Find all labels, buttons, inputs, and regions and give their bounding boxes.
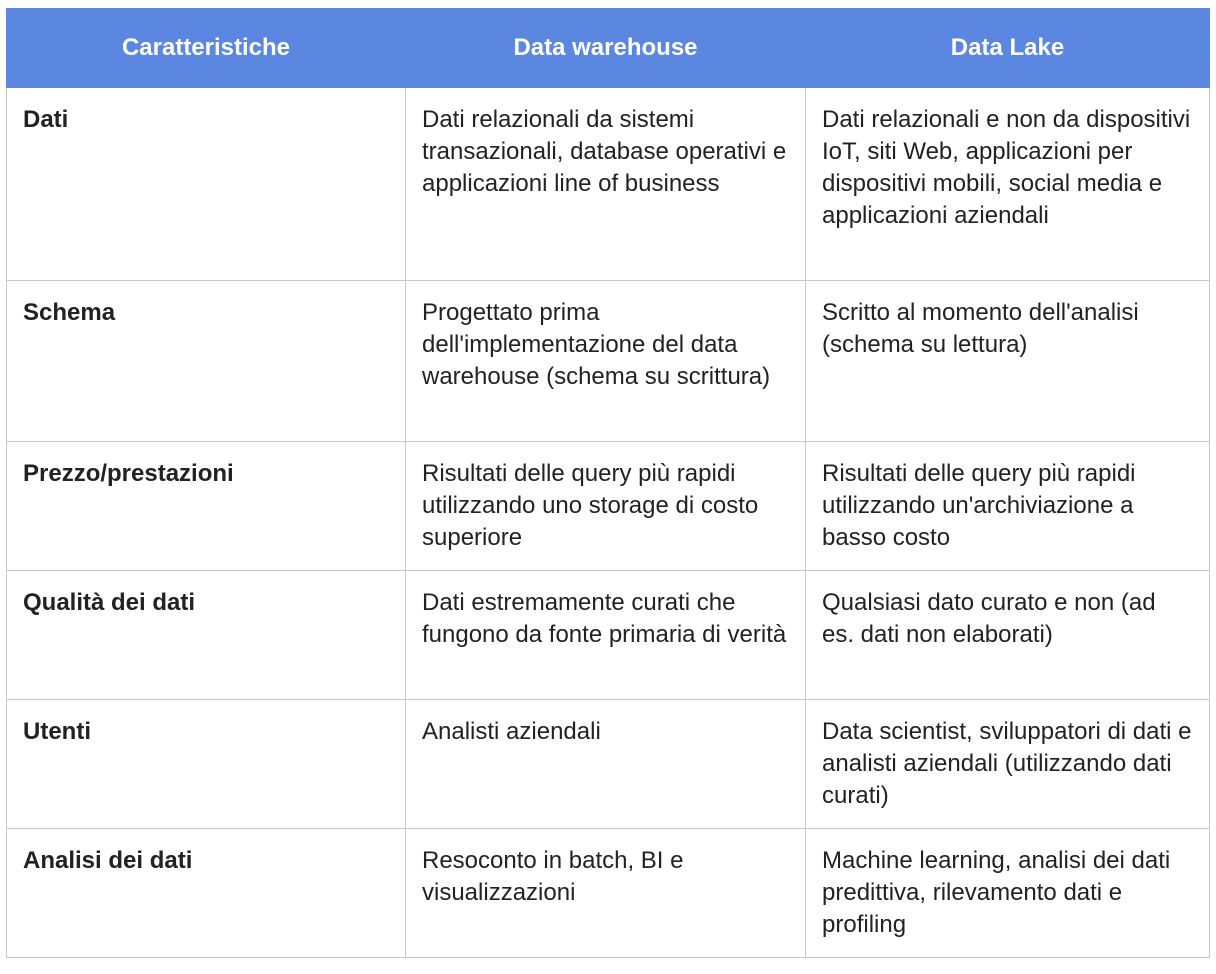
- warehouse-cell: Progettato prima dell'implementazione del data warehouse (schema su scrittura): [406, 281, 806, 442]
- lake-cell: Risultati delle query più rapidi utilizzando un'archiviazione a basso costo: [806, 442, 1210, 571]
- feature-cell: Qualità dei dati: [7, 571, 406, 700]
- table-row: [7, 88, 1210, 281]
- header-row: [7, 9, 1210, 88]
- lake-cell: Qualsiasi dato curato e non (ad es. dati non elaborati): [806, 571, 1210, 700]
- lake-cell: Dati relazionali e non da dispositivi IoT, siti Web, applicazioni per dispositivi mobili, social media e applicazioni aziendali: [806, 88, 1210, 281]
- table-row: [7, 700, 1210, 829]
- header-caratteristiche: Caratteristiche: [7, 9, 406, 88]
- header-data-warehouse: Data warehouse: [406, 9, 806, 88]
- comparison-table-wrapper: [6, 8, 1209, 958]
- header-data-lake: Data Lake: [806, 9, 1210, 88]
- comparison-table: [6, 8, 1210, 958]
- lake-cell: Data scientist, sviluppatori di dati e analisti aziendali (utilizzando dati curati): [806, 700, 1210, 829]
- table-row: [7, 442, 1210, 571]
- feature-cell: Schema: [7, 281, 406, 442]
- table-row: [7, 571, 1210, 700]
- table-row: [7, 281, 1210, 442]
- table-body: [7, 88, 1210, 958]
- feature-cell: Prezzo/prestazioni: [7, 442, 406, 571]
- warehouse-cell: Risultati delle query più rapidi utilizzando uno storage di costo superiore: [406, 442, 806, 571]
- feature-cell: Dati: [7, 88, 406, 281]
- warehouse-cell: Dati estremamente curati che fungono da fonte primaria di verità: [406, 571, 806, 700]
- feature-cell: Utenti: [7, 700, 406, 829]
- lake-cell: Scritto al momento dell'analisi (schema su lettura): [806, 281, 1210, 442]
- table-row: [7, 829, 1210, 958]
- table-header: [7, 9, 1210, 88]
- warehouse-cell: Resoconto in batch, BI e visualizzazioni: [406, 829, 806, 958]
- warehouse-cell: Dati relazionali da sistemi transazionali, database operativi e applicazioni line of business: [406, 88, 806, 281]
- feature-cell: Analisi dei dati: [7, 829, 406, 958]
- warehouse-cell: Analisti aziendali: [406, 700, 806, 829]
- lake-cell: Machine learning, analisi dei dati predittiva, rilevamento dati e profiling: [806, 829, 1210, 958]
